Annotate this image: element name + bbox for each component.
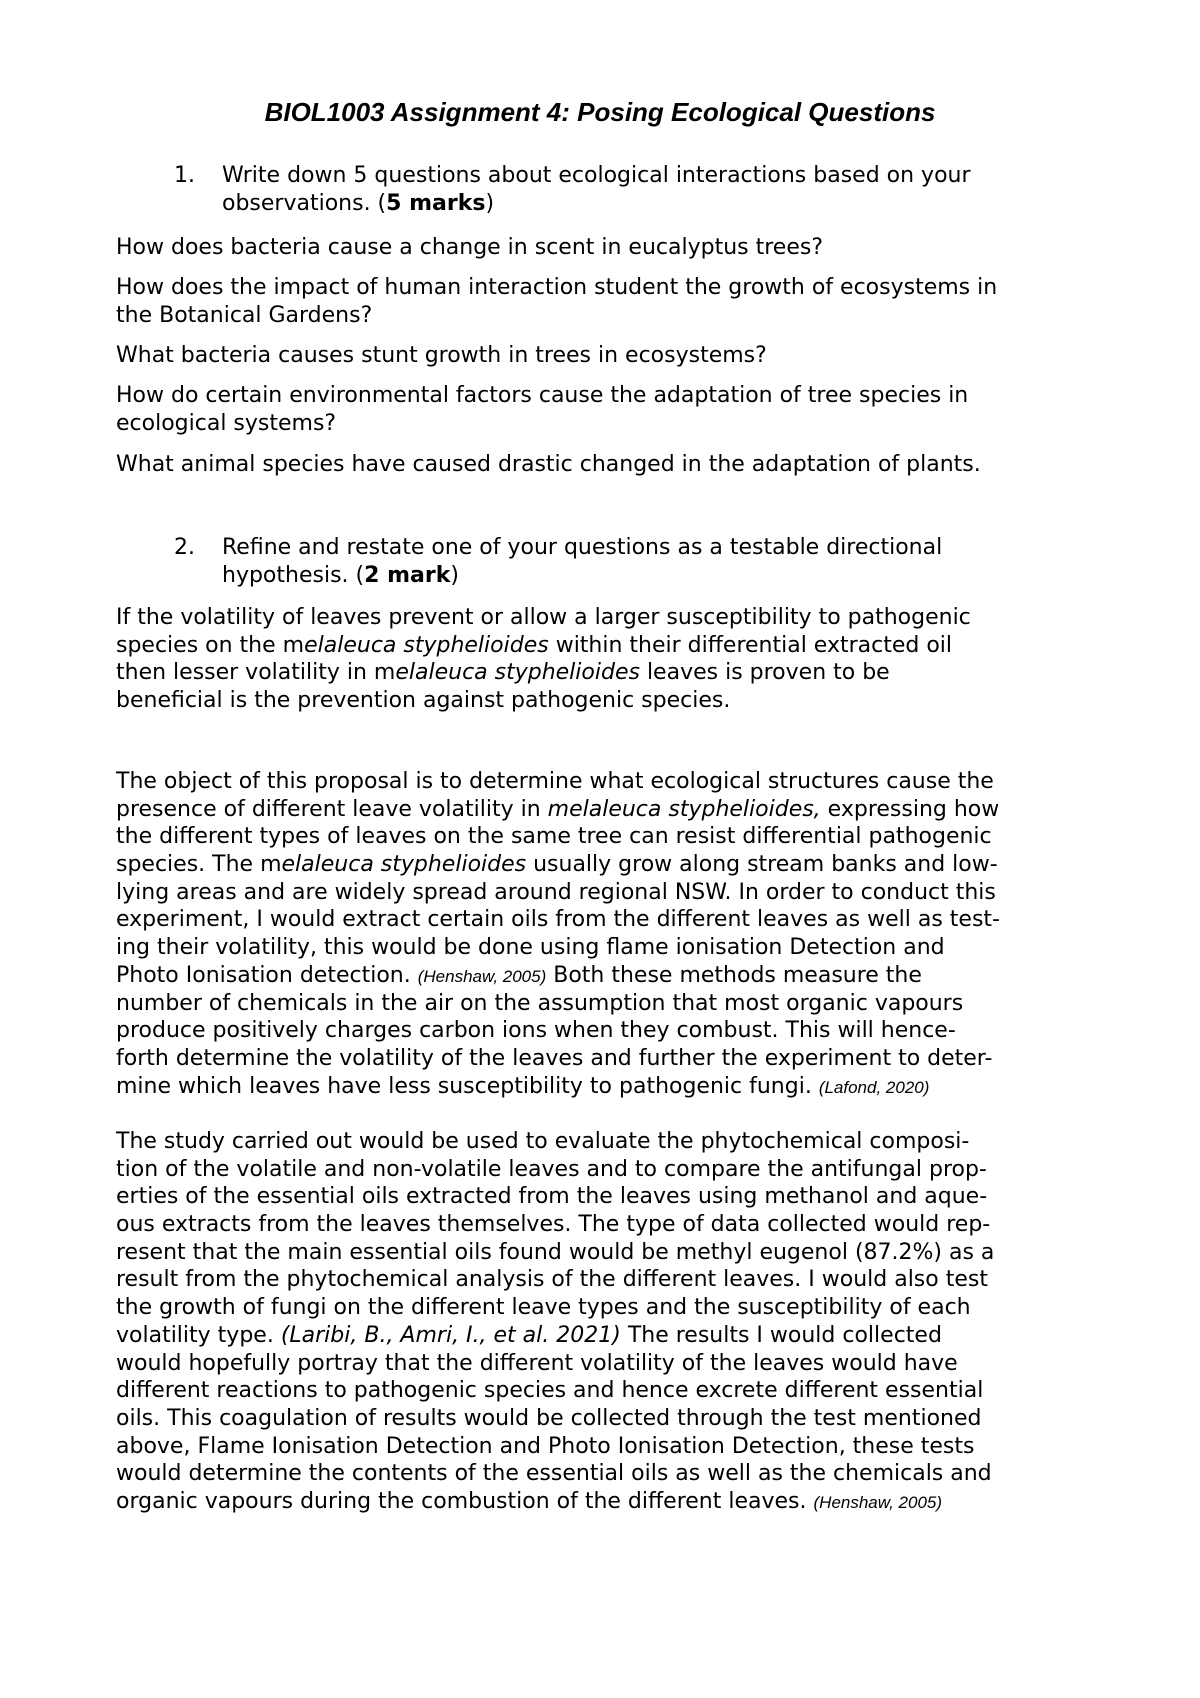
citation: (Lafond, 2020) (818, 1077, 930, 1097)
marks-label: 5 marks (386, 191, 486, 216)
marks-label: 2 mark (364, 563, 451, 588)
answer-line: ecological systems? (116, 411, 337, 436)
question-text: Refine and restate one of your questions as a testable directional hypothesis. (2 mark) (222, 535, 943, 588)
answer-line: How does the impact of human interaction student the growth of ecosystems in (116, 275, 998, 300)
document-title: BIOL1003 Assignment 4: Posing Ecological Questions (264, 97, 936, 127)
hypothesis-paragraph: If the volatility of leaves prevent or allow a larger susceptibility to pathogenic species on the melaleuca styphelioides within their differential extracted oil then lesser volatility in melaleuca styphelioides leaves is proven to be beneficial is the prevention against pathogenic species. (116, 605, 971, 714)
body-paragraph-2: The study carried out would be used to evaluate the phytochemical composi- tion of the volatile and non-volatile leaves and to compare the antifungal prop- erties of the essential oils extracted from the leaves using methanol and aque- ous extracts from the leaves themselves. The type of data collected would rep- resent that the main essential oils found would be methyl eugenol (87.2%) as a result from the phytochemical analysis of the different leaves. I would also test the growth of fungi on the different leave types and the susceptibility of each volatility type. (Laribi, B., Amri, I., et al. 2021) The results I would collected would hopefully portray that the different volatility of the leaves would have different reactions to pathogenic species and hence excrete different essential oils. This coagulation of results would be collected through the test mentioned above, Flame Ionisation Detection and Photo Ionisation Detection, these tests would determine the contents of the essential oils as well as the chemicals and organic vapours during the combustion of the different leaves. (Henshaw, 2005) (116, 1129, 995, 1514)
body-paragraph-1: The object of this proposal is to determine what ecological structures cause the presence of different leave volatility in melaleuca styphelioides, expressing how the different types of leaves on the same tree can resist differential pathogenic species. The melaleuca styphelioides usually grow along stream banks and low- lying areas and are widely spread around regional NSW. In order to conduct this experiment, I would extract certain oils from the different leaves as well as test- ing their volatility, this would be done using flame ionisation Detection and Photo Ionisation detection. (Henshaw, 2005) Both these methods measure the number of chemicals in the air on the assumption that most organic vapours produce positively charges carbon ions when they combust. This will hence- forth determine the volatility of the leaves and further the experiment to deter- mine which leaves have less susceptibility to pathogenic fungi. (Lafond, 2020) (116, 769, 1000, 1099)
citation: (Henshaw, 2005) (417, 966, 547, 986)
answer-line: How do certain environmental factors cause the adaptation of tree species in (116, 383, 969, 408)
question-number: 1. (174, 163, 195, 188)
answer-line: How does bacteria cause a change in scent in eucalyptus trees? (116, 235, 824, 260)
question-text: Write down 5 questions about ecological interactions based on your observations. (5 marks) (222, 163, 971, 216)
answer-line: the Botanical Gardens? (116, 303, 373, 328)
question-number: 2. (174, 535, 195, 560)
citation: (Laribi, B., Amri, I., et al. 2021) (280, 1322, 621, 1348)
answer-line: What bacteria causes stunt growth in trees in ecosystems? (116, 343, 767, 368)
answer-line: What animal species have caused drastic changed in the adaptation of plants. (116, 452, 981, 477)
citation: (Henshaw, 2005) (813, 1492, 943, 1512)
